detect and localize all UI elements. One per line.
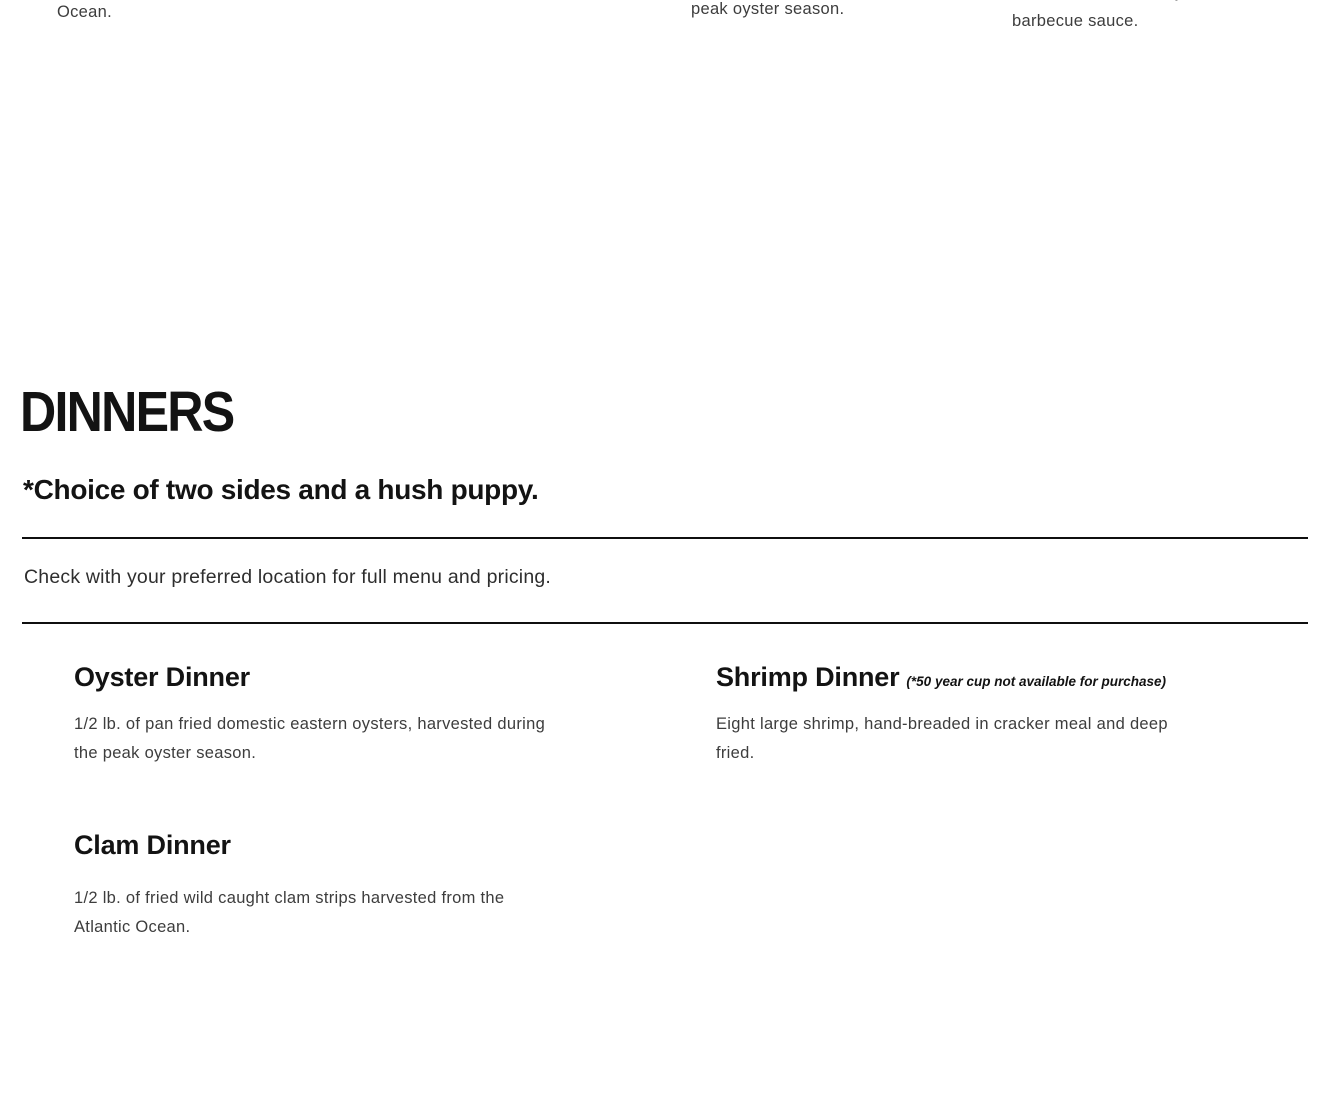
menu-item-name: Clam Dinner <box>74 830 231 860</box>
description-line: fried. <box>716 744 755 762</box>
divider-bottom <box>22 622 1308 624</box>
divider-top <box>22 537 1308 539</box>
previous-section-middle-column-text: peak oyster season. <box>691 0 845 18</box>
section-title: DINNERS <box>20 380 234 444</box>
section-subtitle: *Choice of two sides and a hush puppy. <box>23 474 539 505</box>
menu-item-annotation: (*50 year cup not available for purchase) <box>906 674 1167 689</box>
menu-item-description-clam-dinner <box>74 884 504 942</box>
description-line: 1/2 lb. of fried wild caught clam strips harvested from the <box>74 889 505 907</box>
description-line: 1/2 lb. of pan fried domestic eastern oysters, harvested during <box>74 715 546 733</box>
description-line: Atlantic Ocean. <box>74 918 191 936</box>
previous-section-right-column-line2: barbecue sauce. <box>1012 12 1139 30</box>
menu-item-name: Shrimp Dinner <box>716 662 900 692</box>
description-line: Eight large shrimp, hand-breaded in cracker meal and deep <box>716 715 1168 733</box>
menu-item-title-shrimp-dinner <box>716 662 1166 693</box>
previous-section-right-column-text <box>1012 0 1270 36</box>
menu-item-title-clam-dinner <box>74 830 231 861</box>
menu-item-name: Oyster Dinner <box>74 662 250 692</box>
menu-item-title-oyster-dinner <box>74 662 250 693</box>
previous-section-right-column-line1 <box>1012 0 1270 7</box>
description-line: the peak oyster season. <box>74 744 257 762</box>
menu-item-description-shrimp-dinner <box>716 710 1168 768</box>
previous-section-left-column-text: Ocean. <box>57 3 112 21</box>
location-pricing-note: Check with your preferred location for full menu and pricing. <box>24 566 552 588</box>
menu-item-description-oyster-dinner <box>74 710 545 768</box>
